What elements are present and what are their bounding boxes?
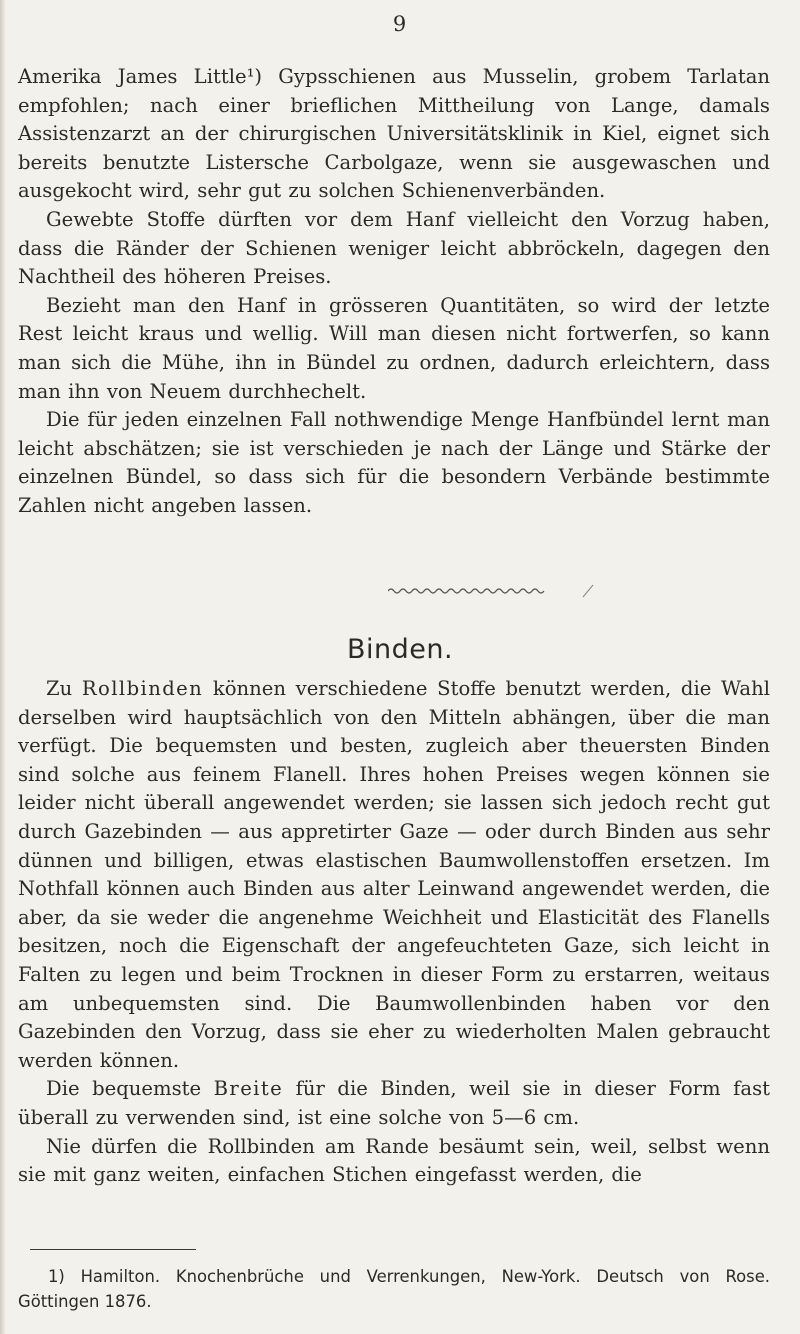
paragraph: Gewebte Stoffe dürften vor dem Hanf vielleicht den Vorzug haben, dass die Ränder der Schienen weniger leicht abbröckeln, dagegen den Nachtheil des höheren Preises. bbox=[18, 207, 770, 289]
footnote: 1) Hamilton. Knochenbrüche und Verrenkungen, New-York. Deutsch von Rose. Göttingen 1876. bbox=[18, 1267, 770, 1311]
paragraph-lead: Die bequemste bbox=[46, 1077, 214, 1101]
binding-edge bbox=[0, 0, 6, 1334]
paragraph bbox=[18, 1075, 770, 1132]
body-text-lower bbox=[18, 675, 770, 1190]
paragraph bbox=[18, 1133, 770, 1190]
wavy-divider-ornament bbox=[388, 584, 608, 598]
paragraph: Die für jeden einzelnen Fall nothwendige Menge Hanfbündel lernt man leicht abschätzen; sie ist verschieden je nach der Länge und Stärke der einzelnen Bündel, so dass sich für die besondern Verbände bestimmte Zahlen nicht angeben lassen. bbox=[18, 408, 770, 517]
paragraph-text: können verschiedene Stoffe benutzt werden, die Wahl derselben wird hauptsächlich von den Mitteln abhängen, über die man verfügt. Die bequemsten und besten, zugleich aber theuersten Binden sind solche aus feinem Flanell. Ihres hohen Preises wegen können sie leider nicht überall angewendet werden; sie lassen sich jedoch recht gut durch Gazebinden — aus appretirter Gaze — oder durch Binden aus sehr dünnen und billigen, etwas elastischen Baumwollenstoffen ersetzen. Im Nothfall können auch Binden aus alter Leinwand angewendet werden, die aber, da sie weder die angenehme Weichheit und Elasticität des Flanells besitzen, noch die Eigenschaft der angefeuchteten Gaze, sich leicht in Falten zu legen und beim Trocknen in dieser Form zu erstarren, weitaus am unbequemsten sind. Die Baumwollenbinden haben vor den Gazebinden den Vorzug, dass sie eher zu wiederholten Malen gebraucht werden können. bbox=[18, 677, 770, 1072]
emphasized-term: Rollbinden bbox=[81, 677, 204, 700]
paragraph-text: Nie dürfen die Rollbinden am Rande besäumt sein, weil, selbst wenn sie mit ganz weiten, einfachen Stichen eingefasst werden, die bbox=[18, 1134, 770, 1187]
footnote-rule bbox=[30, 1249, 196, 1250]
paragraph-lead: Zu bbox=[46, 677, 82, 700]
emphasized-term: Breite bbox=[213, 1077, 284, 1101]
paragraph: Amerika James Little¹) Gypsschienen aus Musselin, grobem Tarlatan empfohlen; nach einer brieflichen Mittheilung von Lange, damals Assistenzarzt an der chirurgischen Universitätsklinik in Kiel, eignet sich bereits benutzte Listersche Carbolgaze, wenn sie ausgewaschen und ausgekocht wird, sehr gut zu solchen Schienenverbänden. bbox=[18, 65, 770, 203]
paragraph bbox=[18, 675, 770, 1075]
paragraph: Bezieht man den Hanf in grösseren Quantitäten, so wird der letzte Rest leicht kraus und wellig. Will man diesen nicht fortwerfen, so kann man sich die Mühe, ihn in Bündel zu ordnen, dadurch erleichtern, dass man ihn von Neuem durchhechelt. bbox=[18, 293, 770, 403]
body-text-upper bbox=[18, 63, 770, 521]
page-number: 9 bbox=[392, 12, 408, 36]
section-heading: Binden. bbox=[346, 634, 454, 665]
paragraph-text: für die Binden, weil sie in dieser Form fast überall zu verwenden sind, ist eine solche von 5—6 cm. bbox=[18, 1077, 770, 1129]
